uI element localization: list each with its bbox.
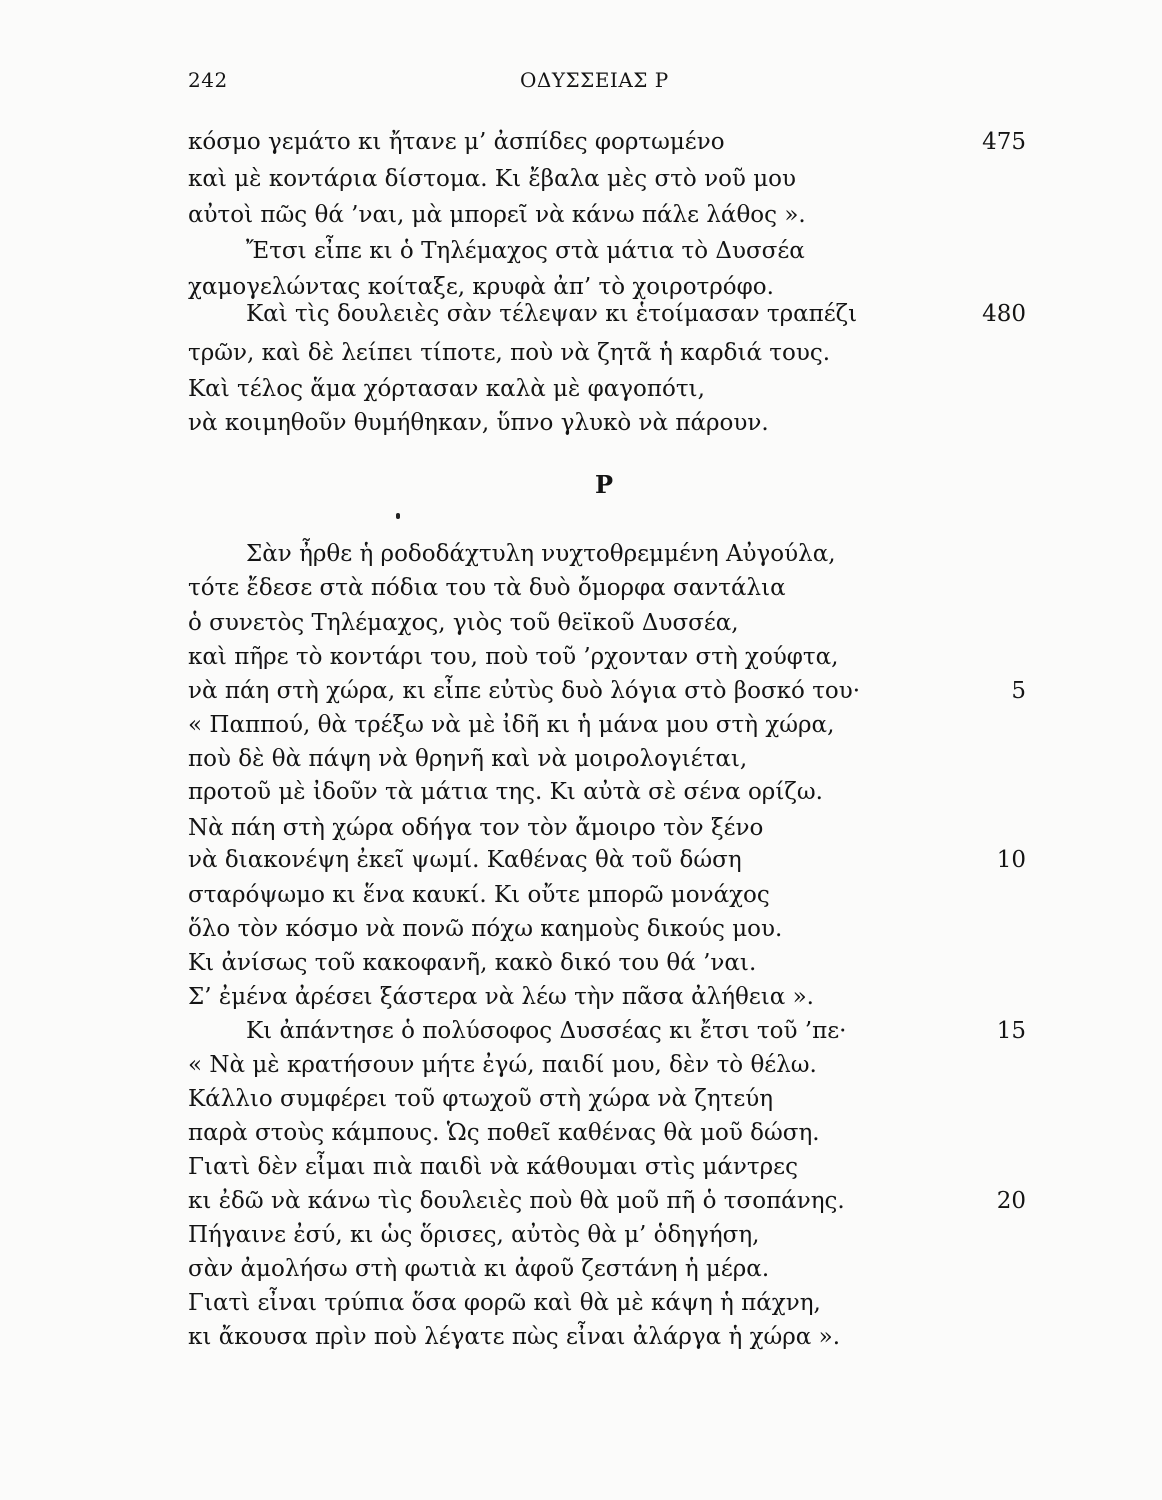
verse-line: κόσμο γεμάτο κι ἤτανε μ’ ἀσπίδες φορτωμένο	[188, 129, 725, 155]
verse-line-number: 10	[996, 847, 1026, 873]
verse-line: « Παππού, θὰ τρέξω νὰ μὲ ἰδῆ κι ἡ μάνα μου στὴ χώρα,	[188, 712, 835, 738]
verse-line-number: 20	[996, 1188, 1026, 1214]
verse-line: Γιατὶ δὲν εἶμαι πιὰ παιδὶ νὰ κάθουμαι στὶς μάντρες	[188, 1154, 798, 1180]
verse-line: ὁ συνετὸς Τηλέμαχος, γιὸς τοῦ θεϊκοῦ Δυσσέα,	[188, 610, 739, 636]
verse-line: νὰ πάη στὴ χώρα, κι εἶπε εὐτὺς δυὸ λόγια στὸ βοσκό του·	[188, 678, 861, 704]
verse-line: « Νὰ μὲ κρατήσουν μήτε ἐγώ, παιδί μου, δὲν τὸ θέλω.	[188, 1052, 817, 1078]
verse-line: Καὶ τὶς δουλειὲς σὰν τέλεψαν κι ἑτοίμασαν τραπέζι	[246, 301, 858, 327]
verse-line: παρὰ στοὺς κάμπους. Ὡς ποθεῖ καθένας θὰ μοῦ δώση.	[188, 1120, 820, 1146]
verse-line: Γιατὶ εἶναι τρύπια ὅσα φορῶ καὶ θὰ μὲ κάψη ἡ πάχνη,	[188, 1290, 821, 1316]
verse-line: τρῶν, καὶ δὲ λείπει τίποτε, ποὺ νὰ ζητᾶ ἡ καρδιά τους.	[188, 340, 831, 366]
verse-line: Ἔτσι εἶπε κι ὁ Τηλέμαχος στὰ μάτια τὸ Δυσσέα	[246, 238, 805, 264]
verse-line: αὐτοὶ πῶς θά ’ναι, μὰ μπορεῖ νὰ κάνω πάλε λάθος ».	[188, 202, 806, 228]
verse-line: τότε ἔδεσε στὰ πόδια του τὰ δυὸ ὄμορφα σαντάλια	[188, 575, 786, 601]
verse-line: σὰν ἀμολήσω στὴ φωτιὰ κι ἀφοῦ ζεστάνη ἡ μέρα.	[188, 1256, 770, 1282]
verse-line: προτοῦ μὲ ἰδοῦν τὰ μάτια της. Κι αὐτὰ σὲ σένα ορίζω.	[188, 779, 823, 805]
verse-line-number: 475	[982, 129, 1026, 155]
verse-line: Σὰν ἦρθε ἡ ροδοδάχτυλη νυχτοθρεμμένη Αὐγούλα,	[246, 541, 836, 567]
verse-line: σταρόψωμο κι ἕνα καυκί. Κι οὔτε μπορῶ μονάχος	[188, 882, 770, 908]
verse-line: καὶ πῆρε τὸ κοντάρι του, ποὺ τοῦ ’ρχονταν στὴ χούφτα,	[188, 644, 839, 670]
verse-line-number: 5	[1011, 678, 1026, 704]
verse-line: Πήγαινε ἐσύ, κι ὡς ὅρισες, αὐτὸς θὰ μ’ ὁδηγήση,	[188, 1222, 760, 1248]
verse-line: Σ’ ἐμένα ἀρέσει ξάστερα νὰ λέω τὴν πᾶσα ἀλήθεια ».	[188, 984, 814, 1010]
verse-line: καὶ μὲ κοντάρια δίστομα. Κι ἔβαλα μὲς στὸ νοῦ μου	[188, 166, 796, 192]
verse-line: νὰ κοιμηθοῦν θυμήθηκαν, ὕπνο γλυκὸ νὰ πάρουν.	[188, 410, 769, 436]
verse-line: χαμογελώντας κοίταξε, κρυφὰ ἀπ’ τὸ χοιροτρόφο.	[188, 274, 774, 300]
verse-line-number: 15	[996, 1018, 1026, 1044]
ink-mark	[396, 513, 400, 519]
verse-line: νὰ διακονέψη ἐκεῖ ψωμί. Καθένας θὰ τοῦ δώση	[188, 847, 742, 873]
verse-line: Κι ἀνίσως τοῦ κακοφανῆ, κακὸ δικό του θά ’ναι.	[188, 950, 757, 976]
verse-line: Κάλλιο συμφέρει τοῦ φτωχοῦ στὴ χώρα νὰ ζητεύη	[188, 1086, 774, 1112]
page-number: 242	[188, 68, 228, 92]
verse-line: κι ἄκουσα πρὶν ποὺ λέγατε πὼς εἶναι ἀλάργα ἡ χώρα ».	[188, 1324, 841, 1350]
verse-line: ὅλο τὸν κόσμο νὰ πονῶ πόχω καημοὺς δικούς μου.	[188, 916, 783, 942]
verse-line: Κι ἀπάντησε ὁ πολύσοφος Δυσσέας κι ἔτσι τοῦ ’πε·	[246, 1018, 847, 1044]
verse-line: ποὺ δὲ θὰ πάψη νὰ θρηνῆ καὶ νὰ μοιρολογιέται,	[188, 746, 748, 772]
verse-line: Καὶ τέλος ἅμα χόρτασαν καλὰ μὲ φαγοπότι,	[188, 376, 705, 402]
running-head: ΟΔΥΣΣΕΙΑΣ Ρ	[520, 68, 669, 92]
verse-line: κι ἐδῶ νὰ κάνω τὶς δουλειὲς ποὺ θὰ μοῦ πῆ ὁ τσοπάνης.	[188, 1188, 845, 1214]
verse-line: Νὰ πάη στὴ χώρα οδήγα τον τὸν ἄμοιρο τὸν ξένο	[188, 815, 764, 841]
book-heading: Ρ	[595, 470, 614, 499]
verse-line-number: 480	[982, 301, 1026, 327]
